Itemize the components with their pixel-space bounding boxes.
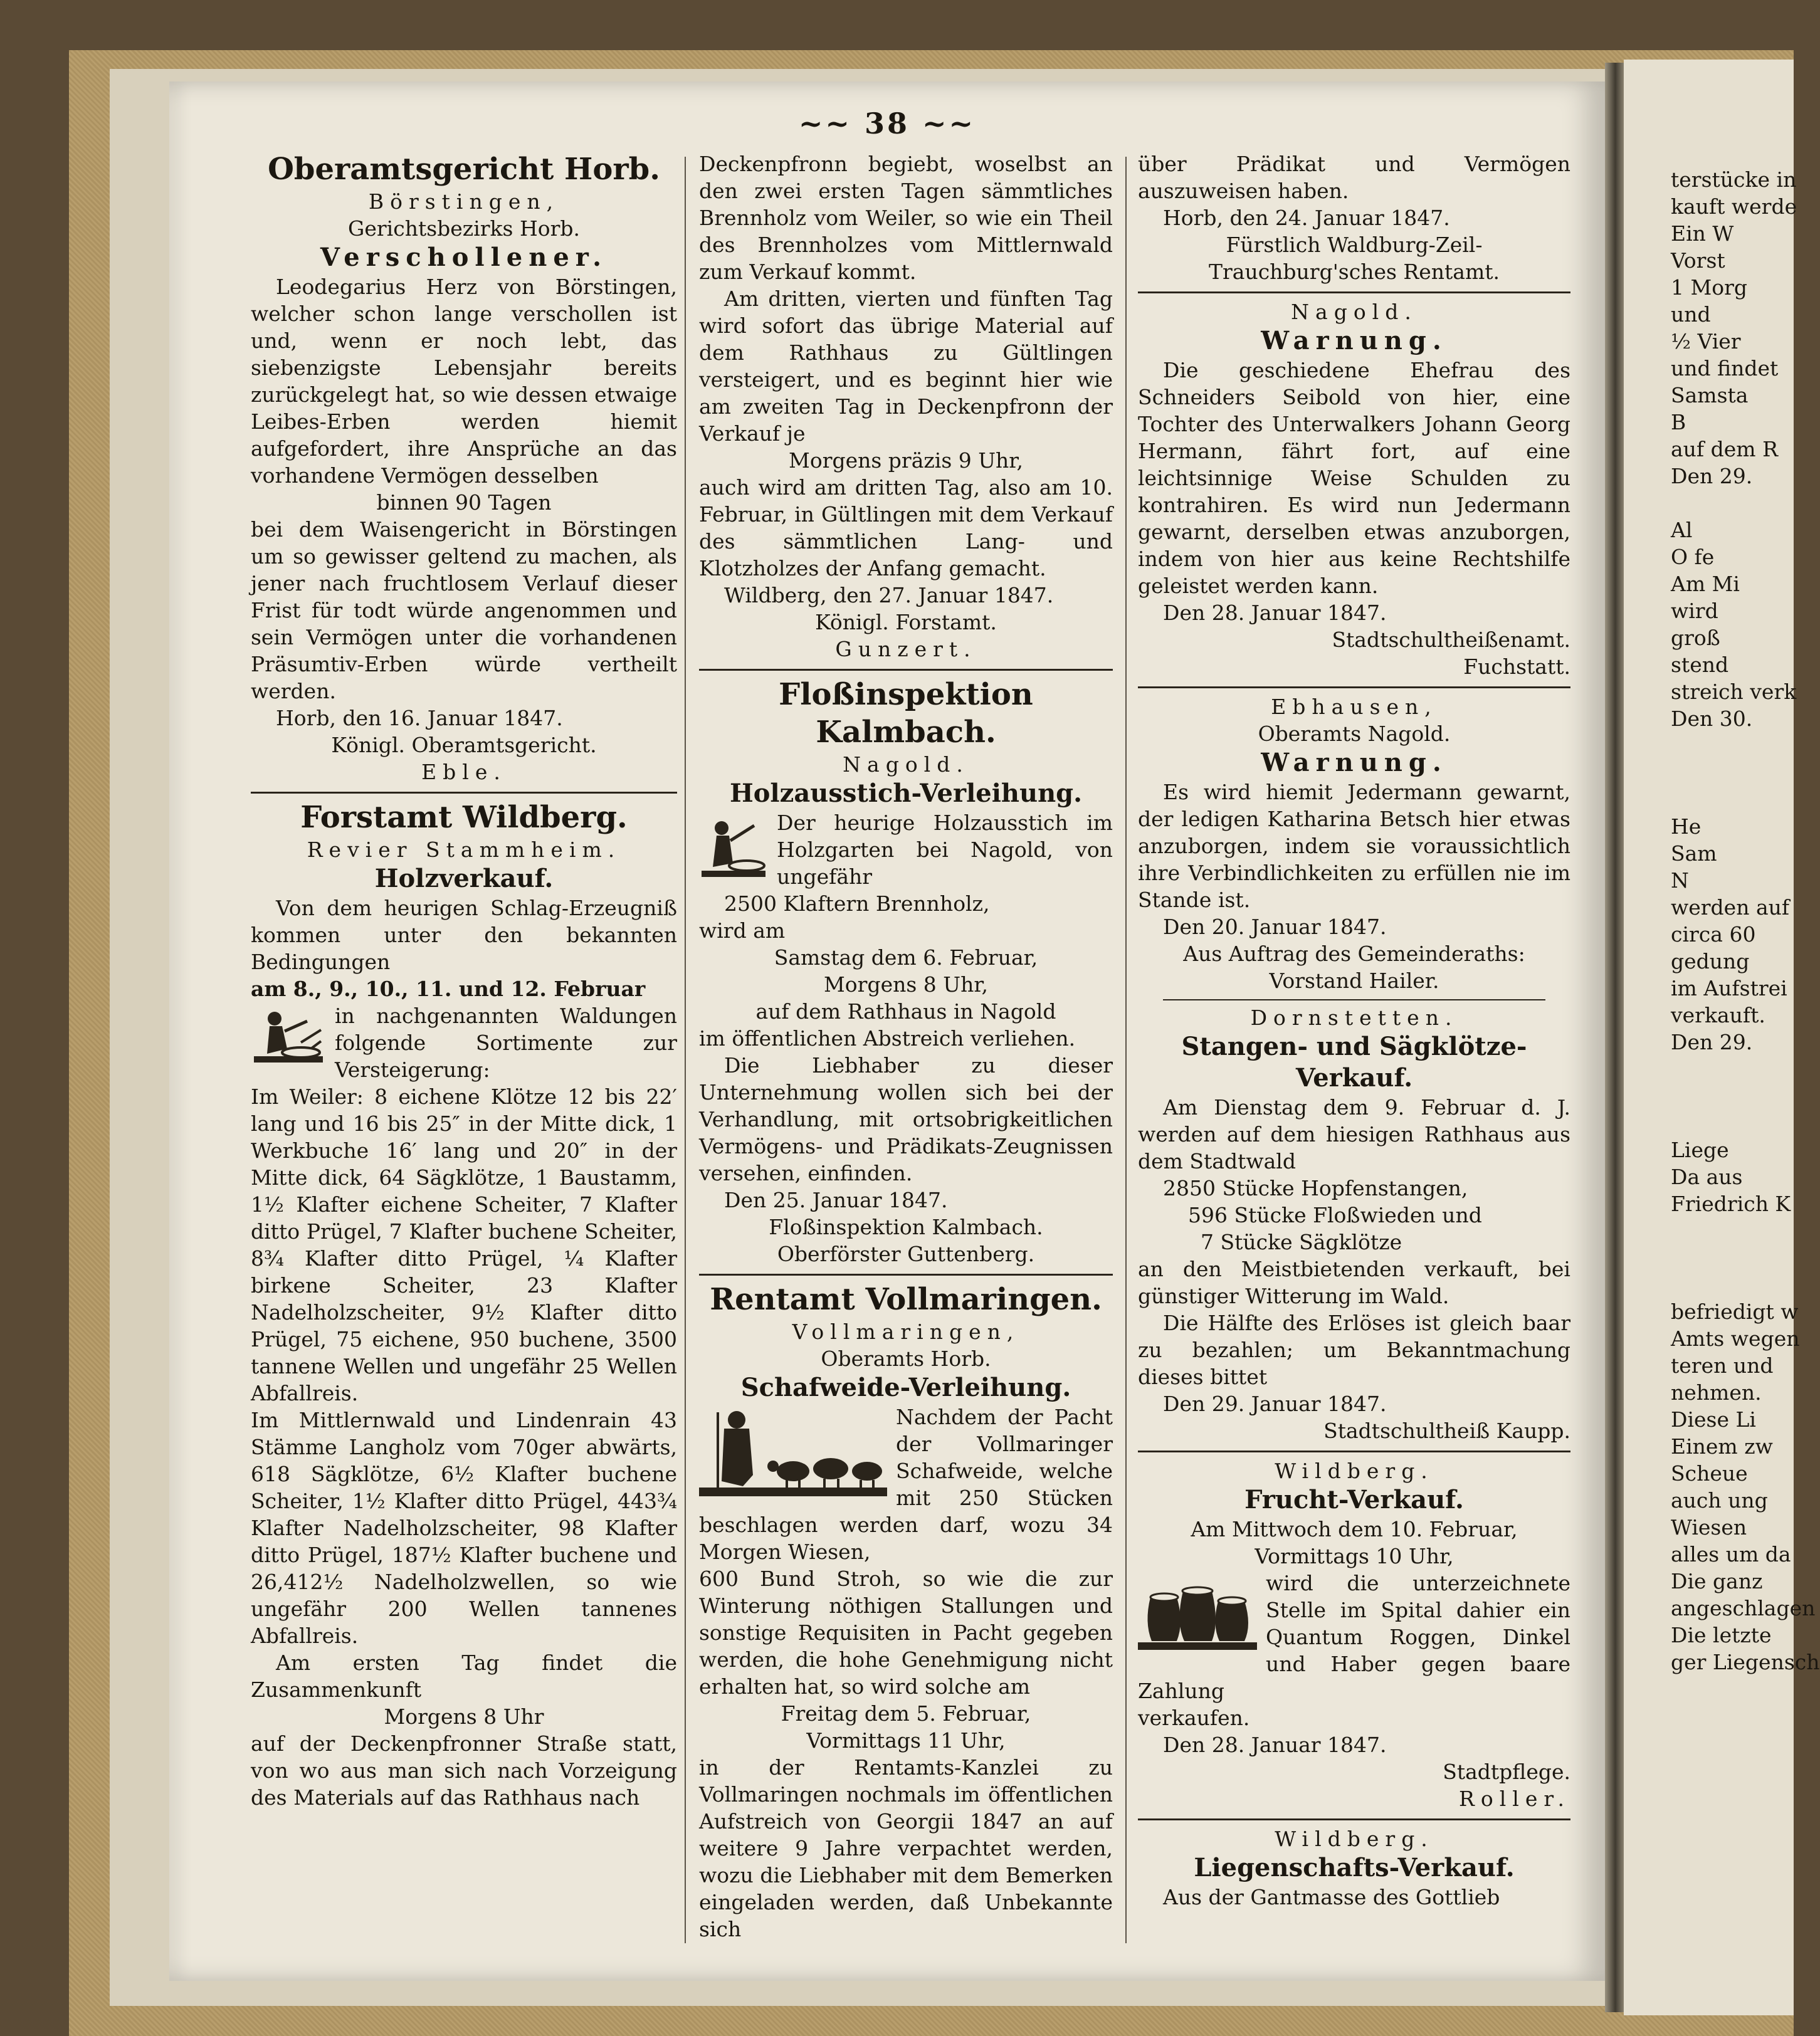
notice-fig-text: Der heurige Holzausstich im Holzgarten bei Nagold, von ungefähr — [777, 811, 1113, 889]
column-3 — [1138, 150, 1570, 1911]
notice-authority: Königl. Oberamtsgericht. — [331, 733, 597, 757]
column-2 — [699, 150, 1113, 1943]
notice-date: Wildberg, den 27. Januar 1847. — [724, 583, 1054, 607]
notice-place: Nagold. — [1291, 300, 1418, 324]
notice-signature: Gunzert. — [835, 637, 977, 661]
adjacent-page-line: Friedrich K — [1671, 1192, 1791, 1216]
adjacent-page-line: verkauft. — [1671, 1003, 1765, 1027]
adjacent-page-line: Den 29. — [1671, 1030, 1753, 1054]
notice-body: Aus der Gantmasse des Gottlieb — [1163, 1885, 1500, 1909]
notice-item: 7 Stücke Sägklötze — [1201, 1230, 1402, 1254]
notice-dornstetten — [1138, 1004, 1570, 1444]
adjacent-page-line: streich verk — [1671, 680, 1797, 704]
adjacent-page-line — [1671, 1110, 1820, 1136]
notice-heading: Liegenschafts-Verkauf. — [1194, 1853, 1515, 1882]
notice-body: Die geschiedene Ehefrau des Schneiders Seibold von hier, eine Tochter des Unterwalkers Johann Georg Hermann, fährt fort, auf eine leichtsinnige Weise Schulden zu kontrahiren. Es wird nun Jedermann gewarnt, derselben etwas anzuborgen, indem von hier aus keine Rechtshilfe geleistet werden kann. — [1138, 358, 1570, 598]
adjacent-page-line: Al — [1671, 518, 1693, 542]
notice-deadline: binnen 90 Tagen — [376, 490, 552, 515]
notice-heading: Frucht-Verkauf. — [1244, 1485, 1464, 1514]
notice-paragraph: Die Liebhaber zu dieser Unternehmung wollen sich bei der Verhandlung, mit ortsobrigkeitlichen Vermögens- und Prädikats-Zeugnissen versehen, einfinden. — [699, 1053, 1113, 1185]
notice-forstamt — [251, 799, 677, 1811]
notice-mittlernwald: Im Mittlernwald und Lindenrain 43 Stämme Langholz vom 70ger abwärts, 618 Sägklötze, 6½ Klafter buchene Scheiter, 1½ Klafter ditto Prügel, 443¾ Klafter Nadelholzscheiter, 98 Klafter ditto Prügel, 187½ Klafter buchene und 26,412½ Nadelholzwellen, so wie ungefähr 200 Wellen tannenes Abfallreis. — [251, 1408, 677, 1648]
notice-item: 2850 Stücke Hopfenstangen, — [1163, 1176, 1468, 1200]
notice-fruchtverkauf — [1138, 1457, 1570, 1812]
adjacent-page-line: circa 60 — [1671, 922, 1756, 947]
adjacent-page-line: auf dem R — [1671, 437, 1778, 461]
adjacent-page-line: He — [1671, 814, 1702, 839]
notice-place: Wildberg. — [1275, 1827, 1434, 1851]
adjacent-page-line: Einem zw — [1671, 1434, 1773, 1459]
notice-authority: Aus Auftrag des Gemeinderaths: — [1183, 942, 1525, 966]
adjacent-page-line: Den 29. — [1671, 464, 1753, 488]
notice-heading: Schafweide-Verleihung. — [740, 1373, 1071, 1402]
adjacent-page-fragment — [1624, 60, 1820, 2015]
notice-district: Revier Stammheim. — [307, 837, 621, 862]
adjacent-page-line: nehmen. — [1671, 1380, 1762, 1405]
adjacent-page-line: wird — [1671, 599, 1718, 623]
adjacent-page-line: Ein W — [1671, 221, 1734, 246]
notice-nagold-warnung — [1138, 298, 1570, 680]
notice-date: Den 29. Januar 1847. — [1163, 1392, 1387, 1416]
notice-title: Rentamt Vollmaringen. — [710, 1282, 1102, 1317]
notice-authority: Fürstlich Waldburg-Zeil-Trauchburg'sches Rentamt. — [1208, 233, 1500, 284]
adjacent-page-line: und — [1671, 302, 1711, 327]
notice-continuation: Deckenpfronn begiebt, woselbst an den zwei ersten Tagen sämmtliches Brennholz vom Weiler, so wie ein Theil des Brennholzes vom Mittlernwald zum Verkauf kommt. — [699, 152, 1113, 284]
notice-signature: Fuchstatt. — [1463, 654, 1570, 679]
adjacent-page-line: Die letzte — [1671, 1623, 1772, 1647]
notice-location: auf dem Rathhaus in Nagold — [755, 999, 1056, 1024]
notice-body: Am Dienstag dem 9. Februar d. J. werden auf dem hiesigen Rathhaus aus dem Stadtwald — [1138, 1095, 1570, 1173]
notice-district: Oberamts Horb. — [821, 1346, 991, 1371]
adjacent-page-line: O fe — [1671, 545, 1715, 569]
adjacent-page-line: Am Mi — [1671, 572, 1740, 596]
notice-fig-text: in nachgenannten Waldungen folgende Sortimente zur Versteigerung: — [335, 1004, 677, 1082]
adjacent-page-line: angeschlagen — [1671, 1596, 1816, 1620]
notice-district: Oberamts Nagold. — [1258, 722, 1451, 746]
notice-heading: Verschollener. — [320, 243, 608, 272]
notice-amount: 2500 Klaftern Brennholz, — [724, 891, 990, 916]
section-divider — [699, 669, 1113, 671]
notice-heading: Warnung. — [1261, 326, 1448, 355]
newspaper-page — [169, 81, 1605, 1981]
adjacent-page-line: groß — [1671, 626, 1720, 650]
adjacent-page-line: Sam — [1671, 841, 1717, 866]
notice-heading: Holzverkauf. — [374, 864, 554, 893]
notice-signature: Vorstand Hailer. — [1269, 968, 1439, 993]
notice-continuation: über Prädikat und Vermögen auszuweisen haben. — [1138, 152, 1570, 203]
notice-first-day: Am ersten Tag findet die Zusammenkunft — [251, 1650, 677, 1702]
adjacent-page-line: befriedigt w — [1671, 1299, 1799, 1324]
notice-time: Morgens präzis 9 Uhr, — [789, 448, 1023, 473]
notice-oberamtsgericht — [251, 150, 677, 785]
adjacent-page-line: ½ Vier — [1671, 329, 1741, 354]
notice-heading: Warnung. — [1261, 748, 1448, 777]
notice-date: Horb, den 24. Januar 1847. — [1163, 206, 1450, 230]
adjacent-page-line: Da aus — [1671, 1165, 1743, 1189]
section-divider — [1138, 1818, 1570, 1820]
notice-forstamt-continued — [699, 150, 1113, 663]
notice-paragraph: Am dritten, vierten und fünften Tag wird sofort das übrige Material auf dem Rathhaus zu Gültlingen versteigert, und es beginnt hier wie am zweiten Tag in Deckenpfronn der Verkauf je — [699, 286, 1113, 446]
adjacent-page-line: stend — [1671, 653, 1729, 677]
notice-title: Floßinspektion Kalmbach. — [779, 677, 1033, 750]
notice-intro: Von dem heurigen Schlag-Erzeugniß kommen unter den bekannten Bedingungen — [251, 896, 677, 974]
notice-body-2: an den Meistbietenden verkauft, bei günstiger Witterung im Wald. — [1138, 1257, 1570, 1308]
notice-signature: Eble. — [421, 760, 507, 784]
adjacent-page-line: B — [1671, 410, 1686, 434]
notice-body: Es wird hiemit Jedermann gewarnt, der ledigen Katharina Betsch hier etwas anzuborgen, indem sie voraussichtlich ihre Verbindlichkeiten zu erfüllen nie im Stande ist. — [1138, 780, 1570, 912]
section-divider — [251, 792, 677, 794]
section-divider — [1138, 1451, 1570, 1452]
notice-place: Nagold. — [843, 752, 969, 777]
adjacent-page-line: ger Liegensch — [1671, 1650, 1820, 1674]
adjacent-page-line: kauft werde — [1671, 194, 1797, 219]
adjacent-page-line — [1671, 786, 1820, 813]
adjacent-page-line — [1671, 490, 1820, 517]
notice-authority: Königl. Forstamt. — [815, 610, 997, 634]
notice-rentamt — [699, 1281, 1113, 1943]
adjacent-page-line: werden auf — [1671, 895, 1790, 920]
notice-tail: verkaufen. — [1138, 1706, 1250, 1730]
adjacent-page-line — [1671, 759, 1820, 786]
grain-sacks-vignette — [1138, 1572, 1257, 1654]
notice-date-1: Samstag dem 6. Februar, — [774, 945, 1038, 970]
shepherd-vignette — [699, 1406, 887, 1500]
notice-paragraph: 600 Bund Stroh, so wie die zur Winterung nöthigen Stallungen und sonstige Requisiten in Pacht gegeben werden, die hohe Genehmigung nicht erhalten hat, so wird solche am — [699, 1566, 1113, 1699]
notice-intro: Nachdem der Pacht der Vollmaringer Schafweide, welche mit 250 Stücken beschlagen werden darf, wozu 34 Morgen Wiesen, — [699, 1405, 1113, 1564]
adjacent-page-text — [1671, 166, 1820, 1676]
adjacent-page-line: alles um da — [1671, 1542, 1791, 1566]
notice-rest: im öffentlichen Abstreich verliehen. — [699, 1026, 1076, 1051]
notice-body-3: Die Hälfte des Erlöses ist gleich baar zu bezahlen; um Bekanntmachung dieses bittet — [1138, 1311, 1570, 1389]
adjacent-page-line — [1671, 1083, 1820, 1110]
notice-flossinspektion — [699, 676, 1113, 1267]
notice-place: Vollmaringen, — [792, 1320, 1020, 1344]
notice-paragraph-3: auch wird am dritten Tag, also am 10. Februar, in Gültlingen mit dem Verkauf des sämmtlichen Lang- und Klotzholzes der Anfang gemacht. — [699, 475, 1113, 580]
column-rule-2 — [1125, 157, 1127, 1943]
header-ornament-right: ~~ — [922, 107, 976, 140]
notice-body-2: bei dem Waisengericht in Börstingen um so gewisser geltend zu machen, als jener nach fruchtlosem Verlauf dieser Frist für todt würde angenommen und sein Vermögen unter die vorhandenen Präsumtiv-Erben würde vertheilt werden. — [251, 517, 677, 703]
notice-district: Gerichtsbezirks Horb. — [348, 216, 580, 241]
notice-weiler: Im Weiler: 8 eichene Klötze 12 bis 22′ lang und 16 bis 25″ in der Mitte dick, 1 Werkbuche 16′ lang und 20″ in der Mitte dick, 64 Sägklötze, 1 Baustamm, 1½ Klafter eichene Scheiter, 7 Klafter ditto Prügel, 7 Klafter buchene Scheiter, 8¾ Klafter ditto Prügel, ¼ Klafter birkene Scheiter, 23 Klafter Nadelholzscheiter, 9½ Klafter ditto Prügel, 75 eichene, 950 buchene, 3500 tannene Wellen und ungefähr 25 Wellen Abfallreis. — [251, 1084, 677, 1405]
notice-date: Horb, den 16. Januar 1847. — [276, 706, 563, 730]
adjacent-page-line: im Aufstrei — [1671, 976, 1787, 1000]
notice-time: Morgens 8 Uhr — [384, 1704, 544, 1729]
notice-date: Den 20. Januar 1847. — [1163, 915, 1387, 939]
notice-time: Morgens 8 Uhr, — [824, 972, 988, 997]
adjacent-page-line: Scheue — [1671, 1461, 1748, 1486]
notice-fig-text: wird die unterzeichnete Stelle im Spital dahier ein Quantum Roggen, Dinkel und Haber gegen baare Zahlung — [1138, 1571, 1570, 1703]
notice-date: Den 25. Januar 1847. — [724, 1188, 948, 1212]
notice-rentamt-continued — [1138, 150, 1570, 285]
notice-liegenschaft — [1138, 1825, 1570, 1911]
notice-tail: in der Rentamts-Kanzlei zu Vollmaringen nochmals im öffentlichen Aufstreich von Georgii 1847 an auf weitere 9 Jahre verpachtet werden, wozu die Liebhaber mit dem Bemerken eingeladen werden, daß Unbekannte sich — [699, 1755, 1113, 1941]
column-rule-1 — [685, 157, 686, 1943]
notice-date-1: Freitag dem 5. Februar, — [781, 1701, 1031, 1726]
adjacent-page-line: Liege — [1671, 1138, 1729, 1162]
notice-place: Ebhausen, — [1271, 695, 1438, 719]
notice-heading: Holzausstich-Verleihung. — [729, 779, 1083, 808]
notice-title: Oberamtsgericht Horb. — [268, 152, 660, 187]
adjacent-page-line — [1671, 732, 1820, 759]
adjacent-page-line: N — [1671, 868, 1689, 893]
adjacent-page-line: auch ung — [1671, 1488, 1768, 1513]
adjacent-page-line: Diese Li — [1671, 1407, 1756, 1432]
section-divider — [699, 1274, 1113, 1276]
adjacent-page-line: teren und — [1671, 1353, 1774, 1378]
header-ornament-left: ~~ — [798, 107, 852, 140]
notice-place: Wildberg. — [1275, 1459, 1434, 1483]
notice-place: Dornstetten. — [1250, 1005, 1458, 1030]
woodcutter-vignette — [699, 812, 768, 881]
adjacent-page-line — [1671, 1056, 1820, 1083]
section-divider — [1163, 999, 1545, 1000]
adjacent-page-line: Vorst — [1671, 248, 1725, 273]
adjacent-page-line: terstücke in — [1671, 167, 1797, 192]
notice-signature: Stadtschultheiß Kaupp. — [1323, 1419, 1570, 1443]
adjacent-page-line: gedung — [1671, 949, 1750, 973]
adjacent-page-line: Wiesen — [1671, 1515, 1747, 1540]
notice-item: 596 Stücke Floßwieden und — [1188, 1203, 1482, 1227]
notice-date-1: Am Mittwoch dem 10. Februar, — [1191, 1517, 1518, 1541]
notice-signature: Roller. — [1459, 1787, 1570, 1811]
book-gutter — [1605, 63, 1624, 2012]
adjacent-page-line: Amts wegen — [1671, 1326, 1800, 1351]
notice-title: Forstamt Wildberg. — [300, 800, 628, 835]
notice-wird: wird am — [699, 918, 786, 943]
adjacent-page-line — [1671, 1244, 1820, 1271]
notice-ebhausen-warnung — [1138, 693, 1570, 994]
section-divider — [1138, 686, 1570, 688]
notice-authority: Floßinspektion Kalmbach. — [769, 1215, 1043, 1239]
adjacent-page-line: Den 30. — [1671, 706, 1753, 731]
notice-date: Den 28. Januar 1847. — [1163, 601, 1387, 625]
page-header — [169, 107, 1605, 140]
notice-signature: Oberförster Guttenberg. — [777, 1242, 1035, 1266]
notice-heading: Stangen- und Sägklötze-Verkauf. — [1181, 1032, 1527, 1093]
notice-authority: Stadtpflege. — [1443, 1760, 1570, 1784]
notice-time: Vormittags 11 Uhr, — [806, 1728, 1006, 1753]
notice-authority: Stadtschultheißenamt. — [1332, 627, 1570, 652]
notice-date: Den 28. Januar 1847. — [1163, 1733, 1387, 1757]
notice-body: Leodegarius Herz von Börstingen, welcher schon lange verschollen ist und, wenn er noch lebt, das siebenzigste Lebensjahr bereits zurückgelegt hat, so wie dessen etwaige Leibes-Erben werden hiemit aufgefordert, ihre Ansprüche an das vorhandene Vermögen desselben — [251, 275, 677, 488]
notice-time: Vormittags 10 Uhr, — [1255, 1544, 1454, 1568]
page-number: 38 — [864, 107, 910, 140]
woodcutter-vignette — [251, 1005, 326, 1068]
adjacent-page-line: Samsta — [1671, 383, 1749, 407]
adjacent-page-line — [1671, 1217, 1820, 1244]
adjacent-page-line: Die ganz — [1671, 1569, 1763, 1593]
notice-dates: am 8., 9., 10., 11. und 12. Februar — [251, 977, 646, 1001]
section-divider — [1138, 291, 1570, 293]
notice-tail: auf der Deckenpfronner Straße statt, von wo aus man sich nach Vorzeigung des Materials auf das Rathhaus nach — [251, 1731, 677, 1810]
adjacent-page-line: und findet — [1671, 356, 1779, 380]
column-1 — [251, 150, 677, 1811]
notice-place: Börstingen, — [368, 189, 560, 214]
adjacent-page-line: 1 Morg — [1671, 275, 1748, 300]
adjacent-page-line — [1671, 1271, 1820, 1298]
